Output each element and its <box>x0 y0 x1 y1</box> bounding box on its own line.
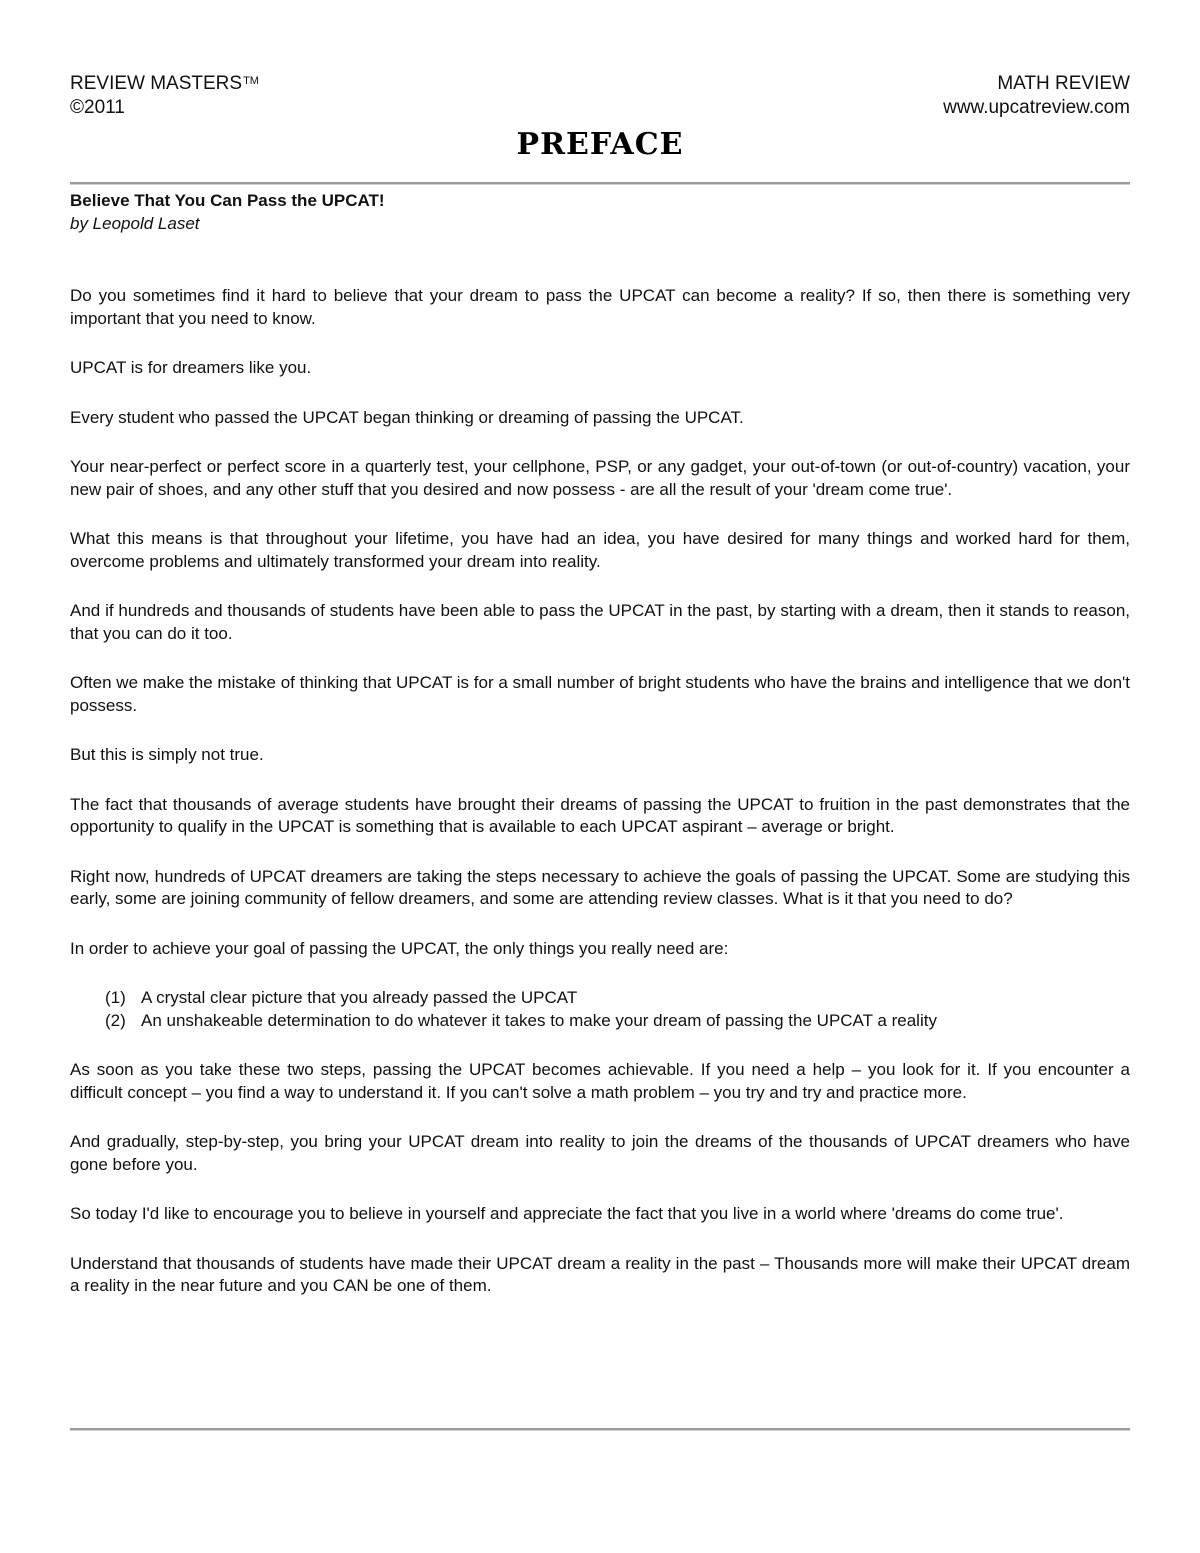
list-text: A crystal clear picture that you already passed the UPCAT <box>141 988 578 1007</box>
list-number: (2) <box>105 1010 126 1030</box>
publisher-line <box>70 72 259 96</box>
paragraph: Do you sometimes find it hard to believe that your dream to pass the UPCAT can become a reality? If so, then there is something very important that you need to know. <box>70 286 1130 328</box>
list-text: An unshakeable determination to do whatever it takes to make your dream of passing the UPCAT a reality <box>141 1010 937 1030</box>
paragraph: And gradually, step-by-step, you bring your UPCAT dream into reality to join the dreams of the thousands of UPCAT dreamers who have gone before you. <box>70 1132 1130 1174</box>
header-right <box>943 72 1130 120</box>
page-title: PREFACE <box>516 127 684 162</box>
paragraph: UPCAT is for dreamers like you. <box>70 358 312 377</box>
paragraph: In order to achieve your goal of passing the UPCAT, the only things you really need are: <box>70 938 729 958</box>
paragraph: Right now, hundreds of UPCAT dreamers are taking the steps necessary to achieve the goals of passing the UPCAT. Some are studying this early, some are joining community of fellow dreamers, and some are attending review classes. What is it that you need to do? <box>70 866 1130 908</box>
article-title: Believe That You Can Pass the UPCAT! <box>70 191 385 210</box>
list-item <box>105 1010 1130 1033</box>
bottom-divider <box>70 1428 1130 1431</box>
paragraph: Understand that thousands of students have made their UPCAT dream a reality in the past – Thousands more will make their UPCAT dream a reality in the near future and you CAN be one of them. <box>70 1253 1130 1295</box>
paragraph: Often we make the mistake of thinking that UPCAT is for a small number of bright students who have the brains and intelligence that we don't possess. <box>70 673 1131 715</box>
subject-label: MATH REVIEW <box>997 73 1130 94</box>
paragraph: So today I'd like to encourage you to believe in yourself and appreciate the fact that you live in a world where 'dreams do come true'. <box>70 1204 1064 1223</box>
header-left <box>70 72 259 120</box>
paragraph: What this means is that throughout your lifetime, you have had an idea, you have desired for many things and worked hard for them, overcome problems and ultimately transformed your dream into reality. <box>70 529 1130 571</box>
publisher-name: REVIEW MASTERS <box>70 73 243 94</box>
list-number: (1) <box>105 988 126 1007</box>
requirements-list <box>70 987 1130 1032</box>
top-divider <box>70 182 1130 185</box>
trademark-mark: TM <box>243 75 259 87</box>
paragraph: The fact that thousands of average students have brought their dreams of passing the UPCAT to fruition in the past demonstrates that the opportunity to qualify in the UPCAT is something that is available to each UPCAT aspirant – average or bright. <box>70 794 1130 836</box>
copyright-line: ©2011 <box>70 97 125 118</box>
article-body <box>70 190 1130 1325</box>
paragraph: As soon as you take these two steps, passing the UPCAT becomes achievable. If you need a help – you look for it. If you encounter a difficult concept – you find a way to understand it. If you can't solve a math problem – you try and try and practice more. <box>70 1060 1130 1102</box>
paragraph: Your near-perfect or perfect score in a quarterly test, your cellphone, PSP, or any gadget, your out-of-town (or out-of-country) vacation, your new pair of shoes, and any other stuff that you desired and now possess - are all the result of your 'dream come true'. <box>70 457 1130 499</box>
article-byline: by Leopold Laset <box>70 213 200 233</box>
paragraph: But this is simply not true. <box>70 745 264 764</box>
website-url: www.upcatreview.com <box>943 97 1130 118</box>
paragraph: Every student who passed the UPCAT began thinking or dreaming of passing the UPCAT. <box>70 407 744 427</box>
paragraph: And if hundreds and thousands of students have been able to pass the UPCAT in the past, by starting with a dream, then it stands to reason, that you can do it too. <box>70 601 1130 643</box>
list-item <box>105 987 1130 1010</box>
